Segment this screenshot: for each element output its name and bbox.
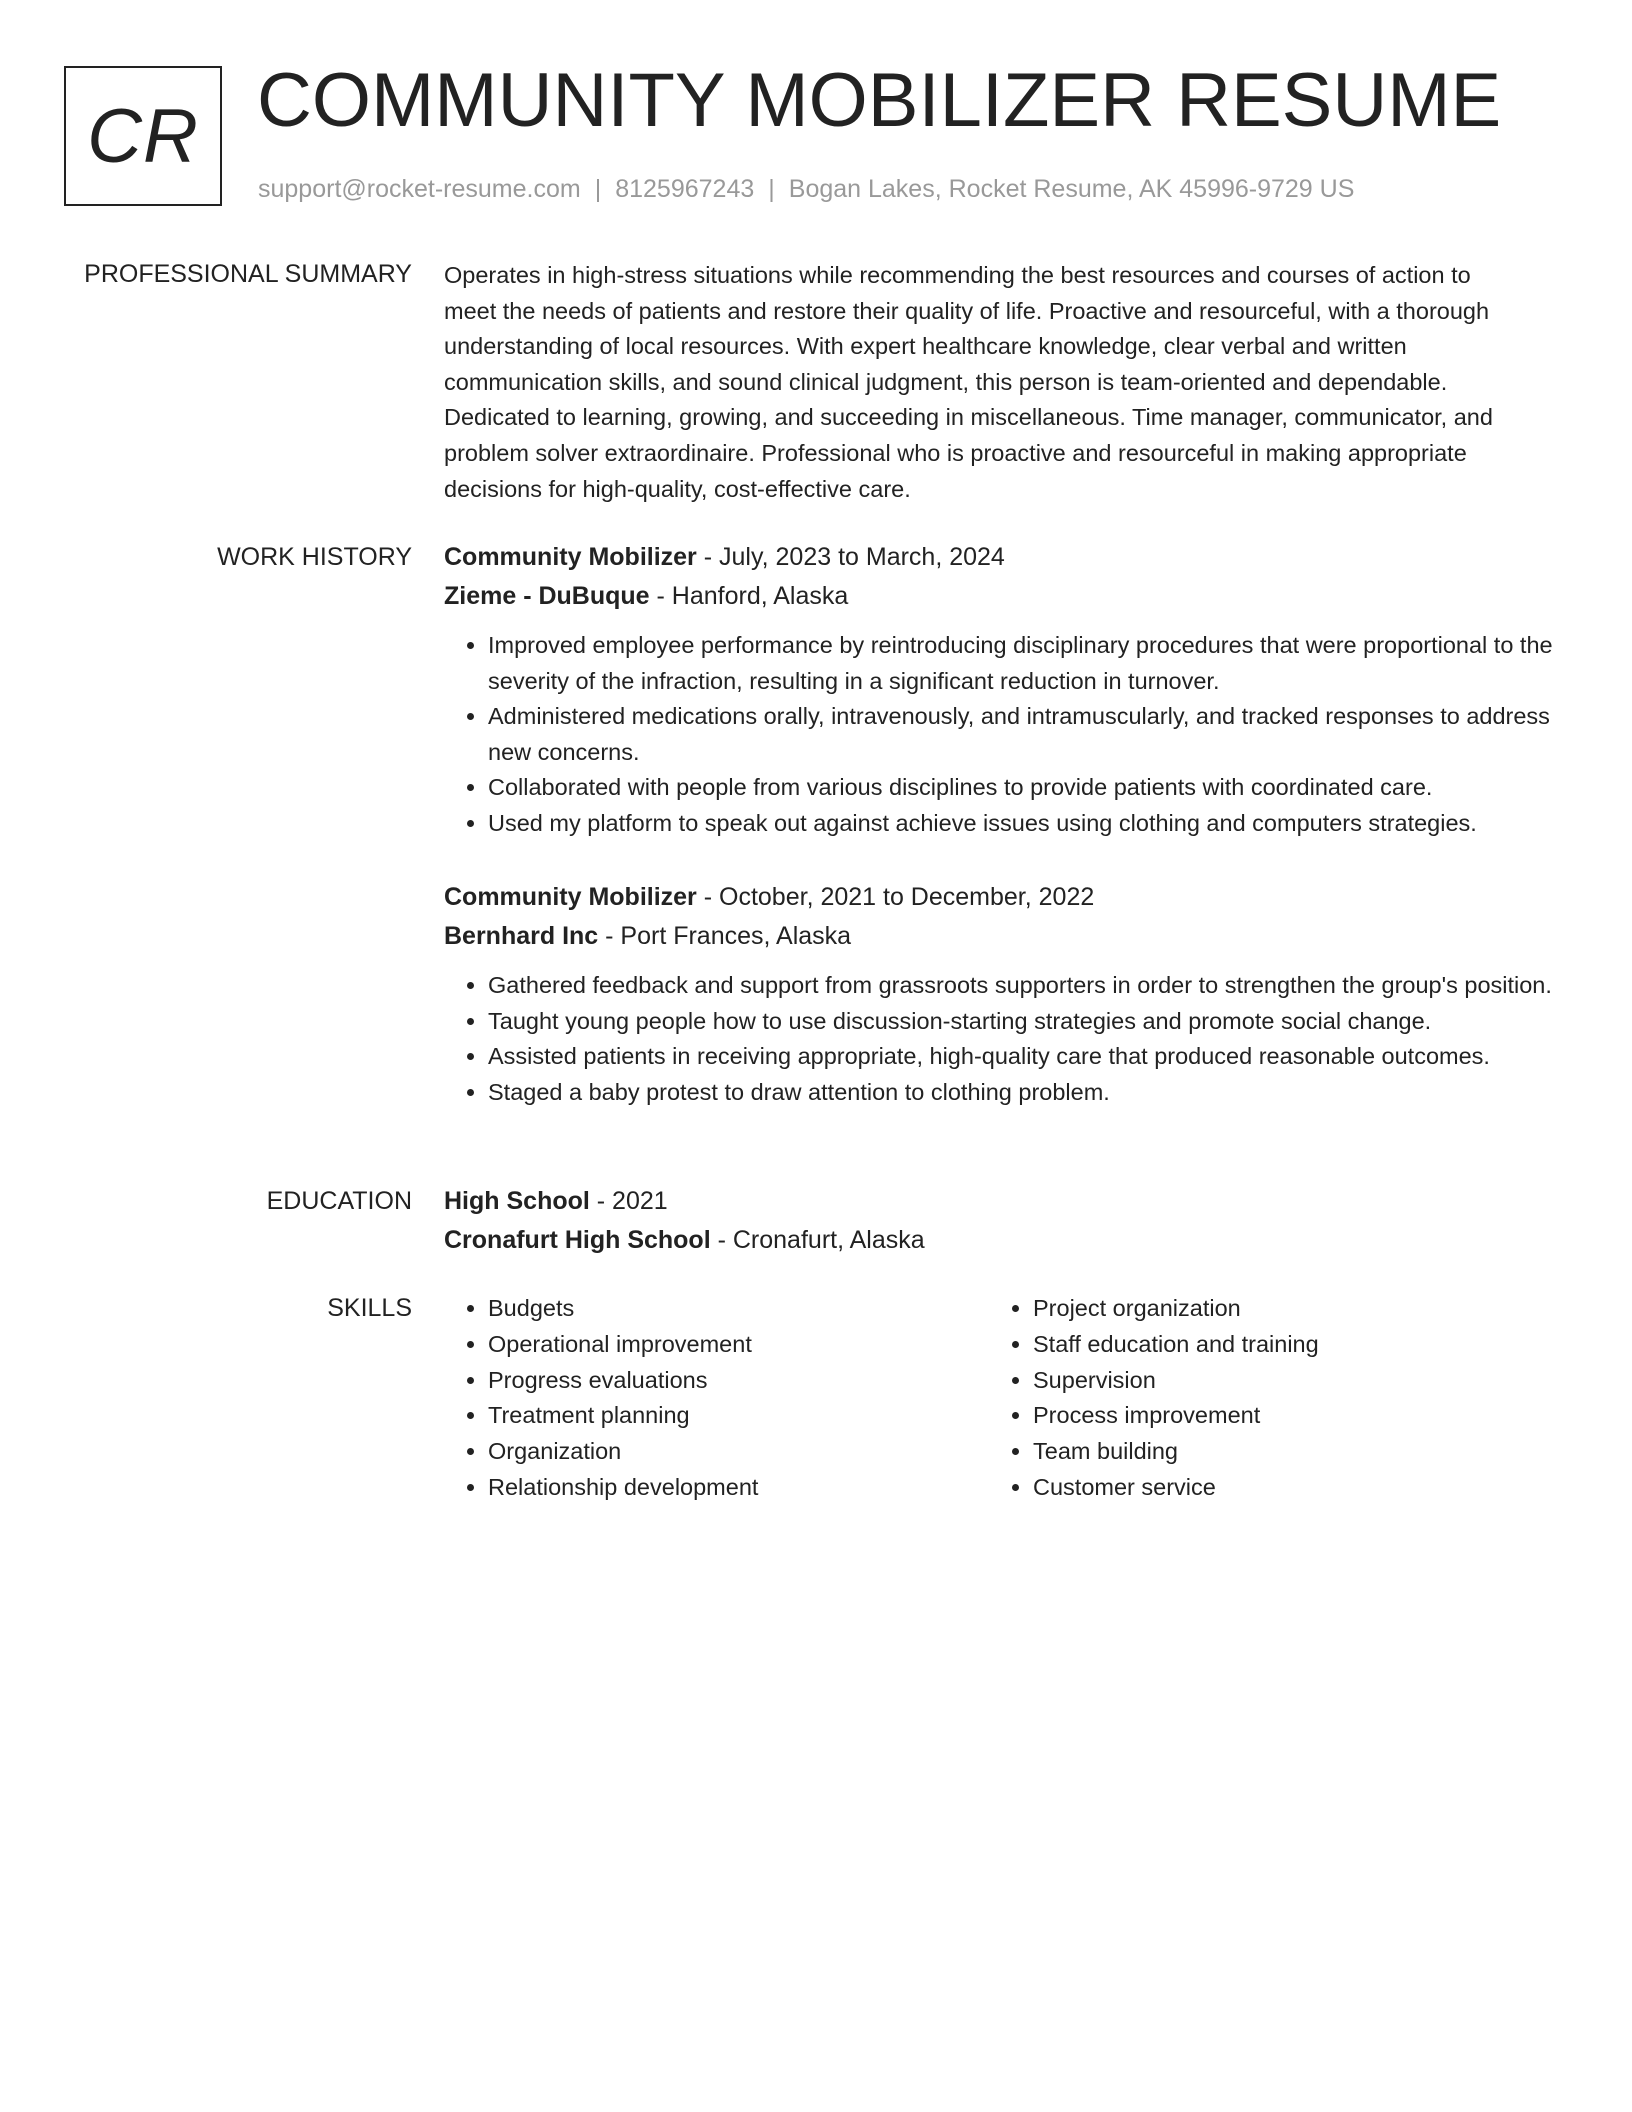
contact-address: Bogan Lakes, Rocket Resume, AK 45996-9729 US: [788, 175, 1355, 203]
resume-title: COMMUNITY MOBILIZER RESUME: [257, 58, 1502, 143]
skill-item: • Process improvement: [1033, 1398, 1319, 1434]
skill-item: • Budgets: [488, 1291, 758, 1327]
job-bullets: [444, 968, 1554, 1110]
skill-item: • Relationship development: [488, 1470, 758, 1506]
job-dates: - October, 2021 to December, 2022: [696, 883, 1095, 911]
education-degree-line: [444, 1182, 1554, 1221]
summary-line: understanding of local resources. With expert healthcare knowledge, clear verbal and written: [444, 333, 1407, 360]
summary-line: meet the needs of patients and restore their quality of life. Proactive and resourceful, with a thorough: [444, 297, 1490, 324]
skill-item: • Staff education and training: [1033, 1327, 1319, 1363]
education-label: EDUCATION: [266, 1187, 412, 1215]
education-year: - 2021: [589, 1187, 668, 1215]
job-bullet: • Taught young people how to use discussion-starting strategies and promote social change.: [488, 1004, 1554, 1040]
job-location: - Hanford, Alaska: [649, 582, 849, 610]
work-label: WORK HISTORY: [217, 543, 412, 571]
summary-line: Operates in high-stress situations while recommending the best resources and courses of action to: [444, 262, 1471, 288]
skill-item: • Operational improvement: [488, 1327, 758, 1363]
job-bullet: • Collaborated with people from various disciplines to provide patients with coordinated care.: [488, 770, 1554, 806]
job-bullet: • Staged a baby protest to draw attention to clothing problem.: [488, 1075, 1554, 1111]
job-bullet: • Improved employee performance by reintroducing disciplinary procedures that were proportional to the severity of the infraction, resulting in a significant reduction in turnover.: [488, 628, 1554, 699]
job-bullet: • Gathered feedback and support from grassroots supporters in order to strengthen the group's position.: [488, 968, 1554, 1004]
job-company: Zieme - DuBuque: [444, 582, 650, 610]
contact-separator: |: [594, 175, 602, 203]
job-bullet: • Assisted patients in receiving appropriate, high-quality care that produced reasonable outcomes.: [488, 1039, 1554, 1075]
summary-line: Dedicated to learning, growing, and succeeding in miscellaneous. Time manager, communicator, and: [444, 404, 1493, 431]
skill-item: • Organization: [488, 1434, 758, 1470]
summary-label: PROFESSIONAL SUMMARY: [84, 260, 412, 288]
summary-body: [444, 258, 1554, 507]
job-title-line: [444, 878, 1554, 917]
education-location: - Cronafurt, Alaska: [710, 1226, 925, 1254]
monogram-initials: CR: [87, 93, 199, 179]
summary-text: [444, 258, 1554, 507]
education-body: [444, 1182, 1554, 1260]
job-title: Community Mobilizer: [444, 883, 697, 911]
skills-label: SKILLS: [327, 1294, 412, 1322]
skill-item: • Treatment planning: [488, 1398, 758, 1434]
skills-column-right: [989, 1291, 1319, 1506]
job-bullet: • Administered medications orally, intravenously, and intramuscularly, and tracked responses to address new concerns.: [488, 699, 1554, 770]
contact-phone: 8125967243: [615, 175, 755, 203]
education-school: Cronafurt High School: [444, 1226, 711, 1254]
job-company-line: [444, 577, 1554, 616]
job-bullets: [444, 628, 1554, 842]
summary-line: decisions for high-quality, cost-effective care.: [444, 475, 911, 502]
job-location: - Port Frances, Alaska: [598, 922, 852, 950]
summary-line: communication skills, and sound clinical judgment, this person is team-oriented and dependable.: [444, 368, 1448, 395]
skill-item: • Progress evaluations: [488, 1363, 758, 1399]
work-body: [444, 538, 1554, 1105]
monogram-box: [64, 66, 222, 206]
skills-column-left: [444, 1291, 758, 1506]
contact-email: support@rocket-resume.com: [258, 175, 581, 203]
skill-item: • Team building: [1033, 1434, 1319, 1470]
job-title-line: [444, 538, 1554, 577]
skill-item: • Customer service: [1033, 1470, 1319, 1506]
education-degree: High School: [444, 1187, 590, 1215]
skill-item: • Supervision: [1033, 1363, 1319, 1399]
contact-separator: |: [768, 175, 775, 203]
job-dates: - July, 2023 to March, 2024: [696, 543, 1005, 571]
summary-line: problem solver extraordinaire. Professional who is proactive and resourceful in making appropriate: [444, 439, 1467, 466]
job-title: Community Mobilizer: [444, 543, 697, 571]
education-school-line: [444, 1221, 1554, 1260]
job-company: Bernhard Inc: [444, 922, 599, 950]
job-company-line: [444, 917, 1554, 956]
skill-item: • Project organization: [1033, 1291, 1319, 1327]
job-bullet: • Used my platform to speak out against achieve issues using clothing and computers strategies.: [488, 806, 1554, 842]
job-entry: [444, 878, 1554, 1110]
contact-line: [258, 172, 1354, 206]
job-entry: [444, 538, 1554, 842]
